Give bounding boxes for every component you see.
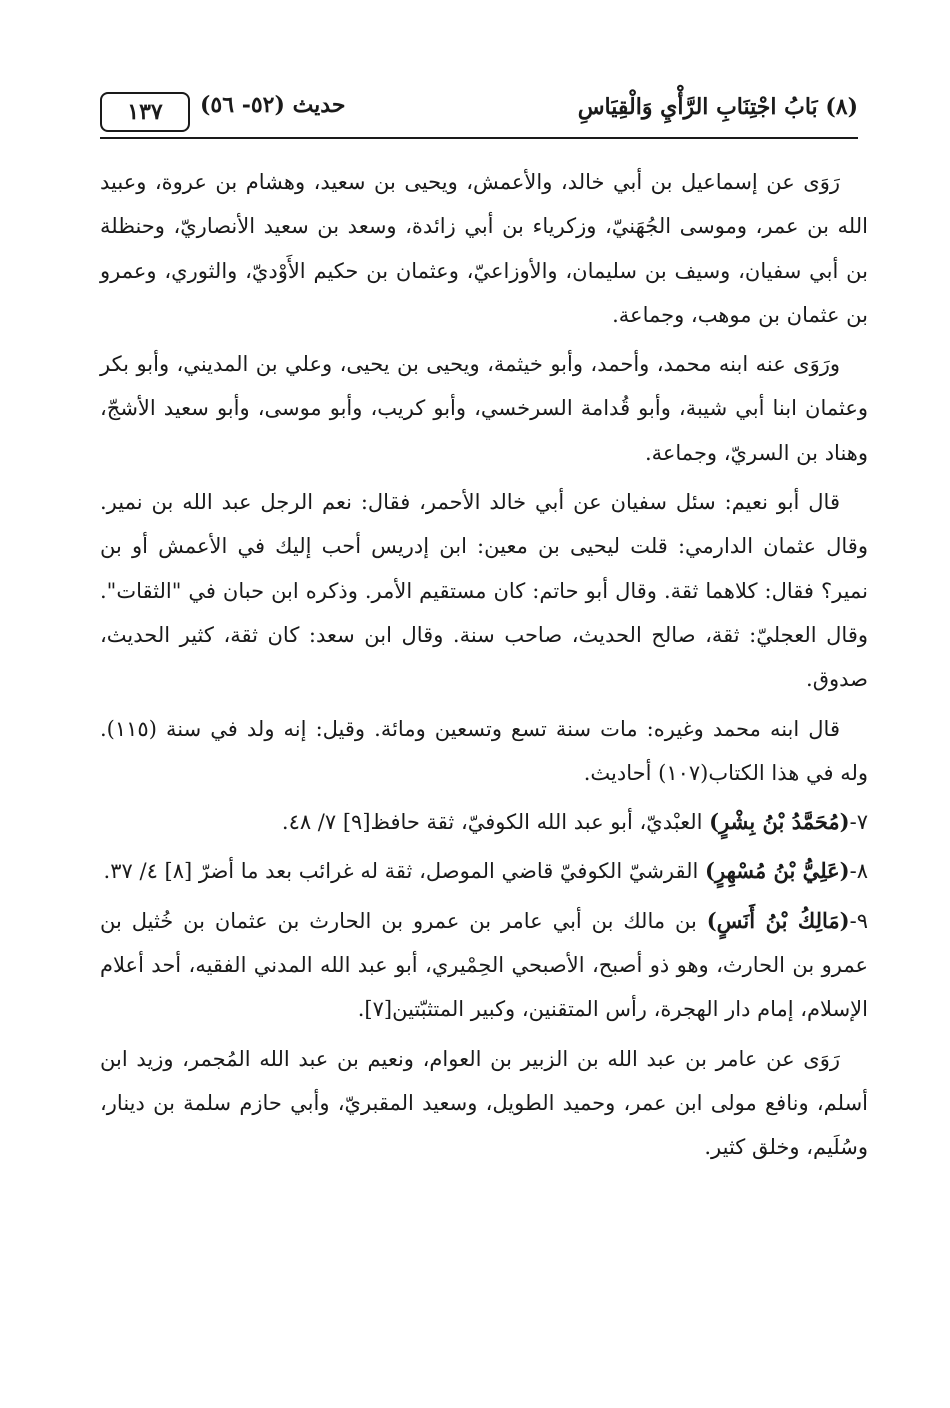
narrator-name: (مَالِكُ بْنُ أَنَسٍ)	[706, 907, 850, 933]
entry-text: العبْديّ، أبو عبد الله الكوفيّ، ثقة حافظ[٩] ٧/ ٤٨.	[281, 810, 710, 835]
paragraph-death: قال ابنه محمد وغيره: مات سنة تسع وتسعين ومائة. وقيل: إنه ولد في سنة (١١٥). وله في هذا الكتاب(١٠٧) أحاديث.	[100, 716, 868, 785]
paragraph-narrated-from: رَوَى عن إسماعيل بن أبي خالد، والأعمش، ويحيى بن سعيد، وهشام بن عروة، وعبيد الله بن عمر، وموسى الجُهَنيّ، وزكرياء بن أبي زائدة، وسعد بن سعيد الأنصاريّ، وحنظلة بن أبي سفيان، وسيف بن سليمان، والأوزاعيّ، وعثمان بن حكيم الأَوْديّ، والثوري، وعمرو بن عثمان بن موهب، وجماعة.	[100, 170, 868, 327]
header-rule	[100, 137, 858, 139]
page-body	[100, 160, 868, 1175]
page-header	[100, 86, 858, 134]
entry-text: القرشيّ الكوفيّ قاضي الموصل، ثقة له غرائب بعد ما أضرّ [٨] ٤/ ٣٧.	[103, 859, 706, 884]
narrator-entry-7	[100, 800, 868, 844]
entry-number: ٧-	[849, 810, 868, 835]
page-number: ١٣٧	[100, 92, 190, 132]
narrator-name: (عَلِيُّ بْنُ مُسْهِرٍ)	[705, 858, 850, 884]
narrator-name: (مُحَمَّدُ بْنُ بِشْرٍ)	[709, 809, 850, 835]
hadith-range: حديث (٥٢- ٥٦)	[200, 92, 346, 118]
paragraph-narrated-by: ورَوَى عنه ابنه محمد، وأحمد، وأبو خيثمة، ويحيى بن يحيى، وعلي بن المديني، وأبو بكر وعثمان ابنا أبي شيبة، وأبو قُدامة السرخسي، وأبو كريب، وأبو موسى، وأبو سعيد الأشجّ، وهناد بن السريّ، وجماعة.	[100, 352, 868, 465]
narrator-entry-8	[100, 849, 868, 893]
paragraph-assessments: قال أبو نعيم: سئل سفيان عن أبي خالد الأحمر، فقال: نعم الرجل عبد الله بن نمير. وقال عثمان الدارمي: قلت ليحيى بن معين: ابن إدريس أحب إليك في الأعمش أو بن نمير؟ فقال: كلاهما ثقة. وقال أبو حاتم: كان مستقيم الأمر. وذكره ابن حبان في "الثقات". وقال العجليّ: ثقة، صالح الحديث، صاحب سنة. وقال ابن سعد: كان ثقة، كثير الحديث، صدوق.	[100, 490, 868, 692]
entry-number: ٨-	[849, 859, 868, 884]
entry-number: ٩-	[849, 908, 869, 933]
entry-text: بن مالك بن أبي عامر بن عمرو بن الحارث بن عثمان بن خُثيل بن عمرو بن الحارث، وهو ذو أصبح، الأصبحي الحِمْيري، أبو عبد الله المدني الفقيه، أحد أعلام الإسلام، إمام دار الهجرة، رأس المتقنين، وكبير المتثبّتين[٧].	[100, 908, 868, 1022]
chapter-title: (٨) بَابُ اجْتِنَابِ الرَّأْيِ وَالْقِيَاسِ	[577, 94, 858, 120]
paragraph-malik-narrated-from: رَوَى عن عامر بن عبد الله بن الزبير بن العوام، ونعيم بن عبد الله المُجمر، وزيد ابن أسلم، ونافع مولى ابن عمر، وحميد الطويل، وسعيد المقبريّ، وأبي حازم سلمة بن دينار، وسُلَيم، وخلق كثير.	[100, 1046, 868, 1160]
narrator-entry-9	[100, 899, 868, 1032]
